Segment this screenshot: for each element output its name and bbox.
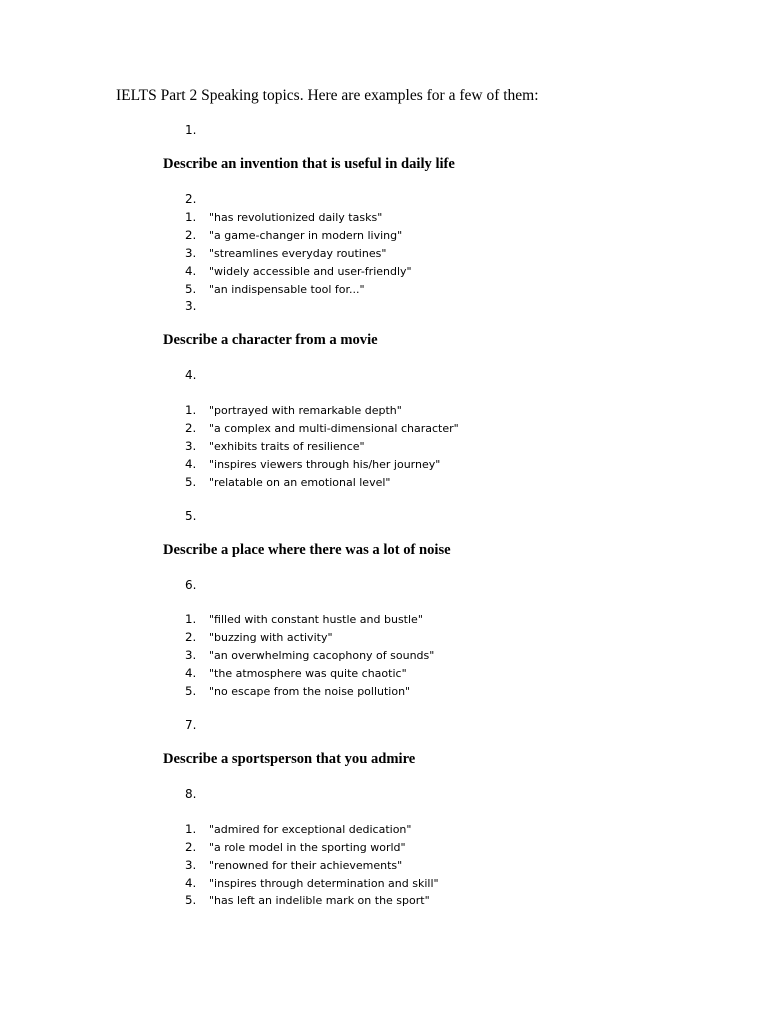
- intro-text: IELTS Part 2 Speaking topics. Here are examples for a few of them:: [116, 87, 539, 104]
- topic-heading: Describe an invention that is useful in daily life: [163, 156, 455, 172]
- topic-heading: Describe a character from a movie: [163, 332, 378, 348]
- item-text: "an overwhelming cacophony of sounds": [209, 649, 435, 662]
- item-text: "filled with constant hustle and bustle": [209, 613, 423, 626]
- list-item: [185, 262, 412, 281]
- item-text: "portrayed with remarkable depth": [209, 404, 402, 417]
- list-item: [185, 856, 402, 875]
- list-item: [185, 628, 333, 647]
- list-item: [185, 226, 402, 245]
- item-text: "inspires through determination and skill": [209, 877, 439, 890]
- item-text: "renowned for their achievements": [209, 859, 403, 872]
- item-text: "a role model in the sporting world": [209, 841, 406, 854]
- list-item: [185, 820, 411, 839]
- item-text: "inspires viewers through his/her journey": [209, 458, 441, 471]
- outer-number: 1.: [185, 123, 197, 137]
- item-number: 5.: [185, 893, 197, 907]
- outer-number: 8.: [185, 787, 197, 801]
- item-number: 1.: [185, 210, 197, 224]
- list-item: [185, 280, 365, 299]
- item-number: 1.: [185, 612, 197, 626]
- item-number: 2.: [185, 228, 197, 242]
- topic-heading: Describe a sportsperson that you admire: [163, 751, 416, 767]
- item-text: "no escape from the noise pollution": [209, 685, 411, 698]
- outer-number: 6.: [185, 578, 197, 592]
- item-text: "an indispensable tool for...": [209, 283, 365, 296]
- topic-heading: Describe a place where there was a lot of noise: [163, 542, 451, 558]
- list-item: [185, 473, 390, 492]
- outer-number: 2.: [185, 192, 197, 206]
- outer-number: 5.: [185, 509, 197, 523]
- list-item: [185, 682, 410, 701]
- list-item: [185, 455, 440, 474]
- item-number: 2.: [185, 421, 197, 435]
- item-text: "streamlines everyday routines": [209, 247, 387, 260]
- item-number: 1.: [185, 822, 197, 836]
- item-text: "widely accessible and user-friendly": [209, 265, 412, 278]
- list-item: [185, 437, 365, 456]
- list-item: [185, 646, 434, 665]
- item-text: "a complex and multi-dimensional character": [209, 422, 459, 435]
- item-number: 2.: [185, 840, 197, 854]
- item-number: 3.: [185, 648, 197, 662]
- item-text: "admired for exceptional dedication": [209, 823, 412, 836]
- item-number: 5.: [185, 282, 197, 296]
- item-number: 4.: [185, 264, 197, 278]
- list-item: [185, 838, 406, 857]
- list-item: [185, 419, 459, 438]
- item-number: 4.: [185, 666, 197, 680]
- item-text: "buzzing with activity": [209, 631, 333, 644]
- item-text: "has left an indelible mark on the sport": [209, 894, 430, 907]
- list-item: [185, 891, 430, 910]
- item-number: 5.: [185, 684, 197, 698]
- item-number: 1.: [185, 403, 197, 417]
- list-item: [185, 244, 386, 263]
- item-number: 5.: [185, 475, 197, 489]
- item-number: 3.: [185, 246, 197, 260]
- list-item: [185, 610, 423, 629]
- item-text: "the atmosphere was quite chaotic": [209, 667, 407, 680]
- item-text: "has revolutionized daily tasks": [209, 211, 383, 224]
- list-item: [185, 401, 402, 420]
- item-number: 4.: [185, 457, 197, 471]
- item-number: 3.: [185, 858, 197, 872]
- item-text: "a game-changer in modern living": [209, 229, 403, 242]
- list-item: [185, 208, 382, 227]
- item-number: 3.: [185, 439, 197, 453]
- outer-number: 7.: [185, 718, 197, 732]
- list-item: [185, 664, 407, 683]
- outer-number: 3.: [185, 299, 197, 313]
- item-text: "exhibits traits of resilience": [209, 440, 365, 453]
- outer-number: 4.: [185, 368, 197, 382]
- item-text: "relatable on an emotional level": [209, 476, 391, 489]
- item-number: 4.: [185, 876, 197, 890]
- item-number: 2.: [185, 630, 197, 644]
